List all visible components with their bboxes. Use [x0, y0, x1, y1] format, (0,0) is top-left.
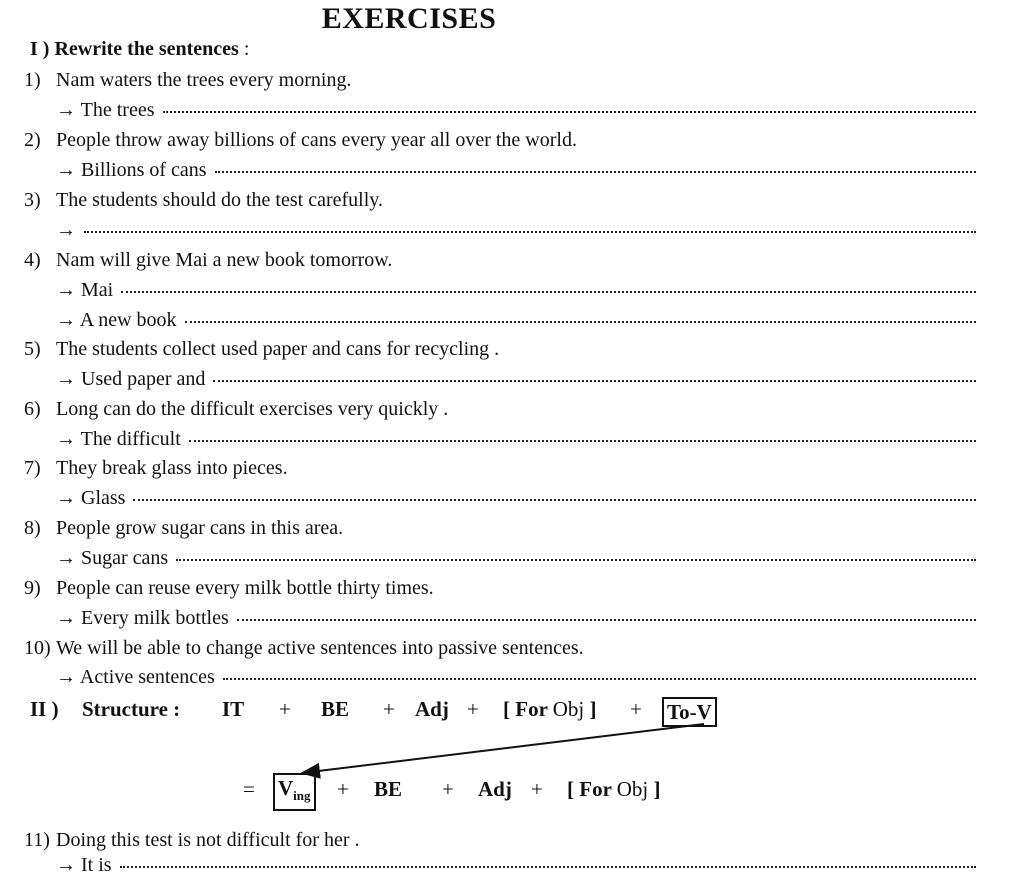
formula-plus: +: [630, 697, 642, 721]
formula-plus: +: [279, 697, 291, 721]
question-number: 4): [24, 249, 41, 271]
section-2-label: II ): [30, 697, 59, 721]
question-number: 8): [24, 517, 41, 539]
v-ing-box: [273, 773, 316, 811]
question-text: We will be able to change active sentences into passive sentences.: [56, 637, 584, 659]
question-text: Nam waters the trees every morning.: [56, 69, 352, 91]
formula-be: BE: [321, 697, 350, 721]
answer-prompt: → Glass: [56, 487, 126, 509]
question-number: 7): [24, 457, 41, 479]
formula-bracket-close: ]: [653, 777, 661, 801]
formula-obj: Obj: [616, 777, 649, 801]
answer-prompt: → Mai: [56, 279, 114, 301]
formula-plus: +: [467, 697, 479, 721]
section-1-label: I ) Rewrite the sentences: [30, 38, 239, 60]
formula-adj: Adj: [415, 697, 449, 721]
formula-adj: Adj: [478, 777, 512, 801]
v-ing-main: V: [278, 776, 294, 800]
structure-label: Structure :: [82, 697, 181, 721]
dotted-answer-line[interactable]: [120, 851, 976, 868]
question-text: Nam will give Mai a new book tomorrow.: [56, 249, 393, 271]
formula-obj: Obj: [552, 697, 585, 721]
formula-plus: +: [383, 697, 395, 721]
formula-for-obj: [567, 774, 661, 804]
question-number: 9): [24, 577, 41, 599]
question-number: 3): [24, 189, 41, 211]
formula-it: IT: [222, 697, 245, 721]
answer-prompt: → Used paper and: [56, 368, 206, 390]
question-number: 2): [24, 129, 41, 151]
v-ing-subscript: ing: [293, 788, 311, 804]
answer-prompt: → Billions of cans: [56, 159, 207, 181]
formula-be: BE: [374, 777, 403, 801]
formula-equals: =: [243, 777, 255, 801]
question-text: Doing this test is not difficult for her .: [56, 829, 360, 851]
question-text: They break glass into pieces.: [56, 457, 288, 479]
question-text: People grow sugar cans in this area.: [56, 517, 344, 539]
answer-prompt: → Sugar cans: [56, 547, 169, 569]
formula-plus: +: [337, 777, 349, 801]
formula-for: [ For: [567, 777, 612, 801]
question-11: [24, 826, 360, 854]
answer-prompt: → It is: [56, 854, 112, 876]
answer-prompt: → A new book: [56, 309, 177, 331]
question-number: 1): [24, 69, 41, 91]
answer-prompt: →: [56, 219, 76, 241]
question-text: People throw away billions of cans every year all over the world.: [56, 129, 577, 151]
question-text: Long can do the difficult exercises very quickly .: [56, 398, 449, 420]
question-text: The students collect used paper and cans for recycling .: [56, 338, 500, 360]
to-v-box: To-V: [662, 697, 717, 727]
page-title: EXERCISES: [321, 2, 497, 35]
question-text: The students should do the test carefully.: [56, 189, 383, 211]
question-text: People can reuse every milk bottle thirty times.: [56, 577, 434, 599]
question-number: 6): [24, 398, 41, 420]
question-number: 5): [24, 338, 41, 360]
answer-line-11[interactable]: [56, 851, 976, 879]
answer-prompt: → Every milk bottles: [56, 607, 229, 629]
formula-plus: +: [442, 777, 454, 801]
answer-prompt: → The trees: [56, 99, 155, 121]
formula-plus: +: [531, 777, 543, 801]
question-number: 10): [24, 637, 51, 659]
answer-prompt: → Active sentences: [56, 666, 215, 688]
formula-for: [ For: [503, 697, 548, 721]
question-number: 11): [24, 829, 50, 851]
answer-prompt: → The difficult: [56, 428, 181, 450]
formula-bracket-close: ]: [589, 697, 597, 721]
section-1-colon: :: [243, 38, 250, 60]
